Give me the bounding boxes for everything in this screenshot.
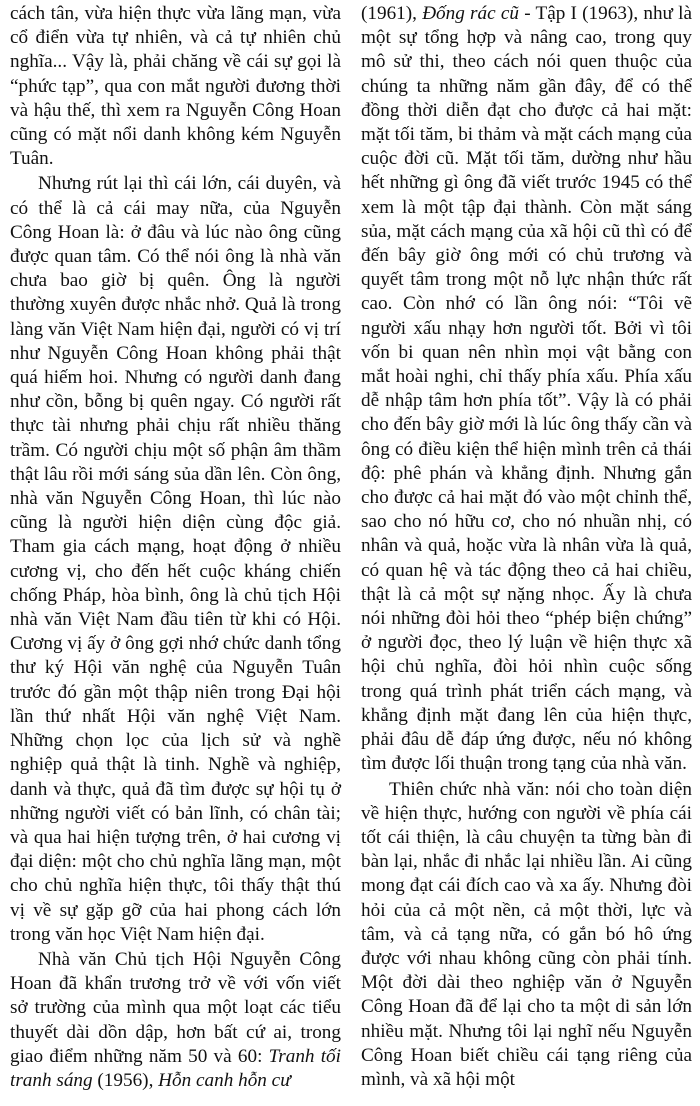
paragraph-text: Nhà văn Chủ tịch Hội Nguyễn Công Hoan đã khẩn trương trở về với vốn viết sở trường của mình qua một loạt các tiểu thuyết dài dồn dập, hơn bất cứ ai, trong giao điểm những năm 50 và 60: xyxy=(10,948,341,1067)
book-title: Đống rác cũ xyxy=(422,3,519,24)
paragraph: cách tân, vừa hiện thực vừa lãng mạn, vừa cổ điển vừa tự nhiên, và cả tự nhiên chủ nghĩa... Vậy là, phải chăng về cái sự gọi là “phức tạp”, qua con mắt người đương thời và hậu thế, thì xem ra Nguyễn Công Hoan cũng có mặt nổi danh không kém Nguyễn Tuân. xyxy=(10,3,341,170)
paragraph-text: (1956), xyxy=(92,1069,159,1091)
paragraph xyxy=(361,2,692,777)
book-title: Hỗn canh hỗn cư xyxy=(158,1069,291,1091)
paragraph: Thiên chức nhà văn: nói cho toàn diện về hiện thực, hướng con người về phía cái tốt cái thiện, là câu chuyện ta từng bàn đi bàn lại, nhắc đi nhắc lại nhiều lần. Ai cũng mong đạt cái đích cao và xa ấy. Nhưng đòi hỏi của cả một nền, cả một thời, lực và tâm, và cả tạng nữa, có gắn bó hô ứng được với nhau không cũng còn phải tính. Một đời dài theo nghiệp văn ở Nguyễn Công Hoan đã để lại cho ta một di sản lớn nhiều mặt. Nhưng tôi lại nghĩ nếu Nguyễn Công Hoan biết chiều cái tạng riêng của mình, và xã hội một xyxy=(361,778,692,1090)
paragraph-text: - Tập I (1963), như là một sự tổng hợp và nâng cao, trong quy mô sử thi, theo cách nói quen thuộc của chúng ta những năm gần đây, để có thể đồng thời diễn đạt cho được cả hai mặt: mặt tối tăm, bi thảm và mặt cách mạng của cuộc đời cũ. Mặt tối tăm, dường như hầu hết những gì ông đã viết trước 1945 có thể xem là một tập đại thành. Còn mặt sáng sủa, mặt cách mạng của xã hội cũ thì có để đến bây giờ ông mới có chủ trương và quyết tâm trong một nỗ lực nhận thức rất cao. Còn nhớ có lần ông nói: “Tôi vẽ người xấu nhạy hơn người tốt. Bởi vì tôi vốn bi quan nên nhìn mọi vật bằng con mắt hoài nghi, chỉ thấy phía xấu. Phía xấu dễ nhập tâm hơn phía tốt”. Vậy là có phải cho đến bây giờ mới là lúc ông thấy cần và ông có điều kiện thể hiện mình trên cả thái độ: phê phán và khẳng định. Nhưng gắn cho được cả hai mặt đó vào một chỉnh thể, sao cho nó hữu cơ, cho nó nhuần nhị, có nhân và quả, hoặc vừa là nhân vừa là quả, có quan hệ và tác động theo cả hai chiều, thật là cả một sự nặng nhọc. Ấy là chưa nói những đòi hỏi theo “phép biện chứng” ở người đọc, theo lý luận về hiện thực xã hội chủ nghĩa, đòi hỏi nhìn cuộc sống trong quá trình phát triển cách mạng, và khẳng định mặt đang lên của hiện thực, phải đâu dễ đáp ứng được, nếu nó không tìm được lối thuận trong tạng của nhà văn. xyxy=(361,3,693,775)
right-column xyxy=(361,2,692,1106)
book-title: Tranh tối tranh sáng xyxy=(10,1045,341,1091)
paragraph-text: (1961), xyxy=(361,3,423,24)
paragraph: Nhưng rút lại thì cái lớn, cái duyên, và có thể là cả cái may nữa, của Nguyễn Công Hoan là: ở đâu và lúc nào ông cũng được quan tâm. Có thể nói ông là nhà văn chưa bao giờ bị quên. Ông là người thường xuyên được nhắc nhở. Quả là trong làng văn Việt Nam hiện đại, người có vị trí như Nguyễn Công Hoan không phải thật quá hiếm hoi. Nhưng có người danh đang như cồn, bỗng bị quên ngay. Có người rất thực tài nhưng phải chịu rất nhiều thăng trầm. Có người chịu một số phận âm thầm thật lâu rồi mới sáng sủa dần lên. Còn ông, nhà văn Nguyễn Công Hoan, thì lúc nào cũng là người hiện diện cùng độc giả. Tham gia cách mạng, hoạt động ở nhiều cương vị, cho đến hết cuộc kháng chiến chống Pháp, hòa bình, ông là chủ tịch Hội nhà văn Việt Nam đầu tiên từ khi có Hội. Cương vị ấy ở ông gợi nhớ chức danh tổng thư ký Hội văn nghệ của Nguyễn Tuân trước đó gần một thập niên trong Đại hội lần thứ nhất Hội văn nghệ Việt Nam. Những chọn lọc của lịch sử và nghề nghiệp quả thật là tinh. Nghề và nghiệp, danh và thực, quả đã tìm được sự hội tụ ở những người viết có bản lĩnh, có chân tài; và qua hai hiện tượng trên, ở hai cương vị đại diện: một cho chủ nghĩa lãng mạn, một cho chủ nghĩa hiện thực, tôi thấy thật thú vị về sự gặp gỡ của hai phong cách lớn trong văn học Việt Nam hiện đại. xyxy=(10,173,341,945)
left-column xyxy=(10,2,341,1106)
paragraph xyxy=(10,948,341,1093)
